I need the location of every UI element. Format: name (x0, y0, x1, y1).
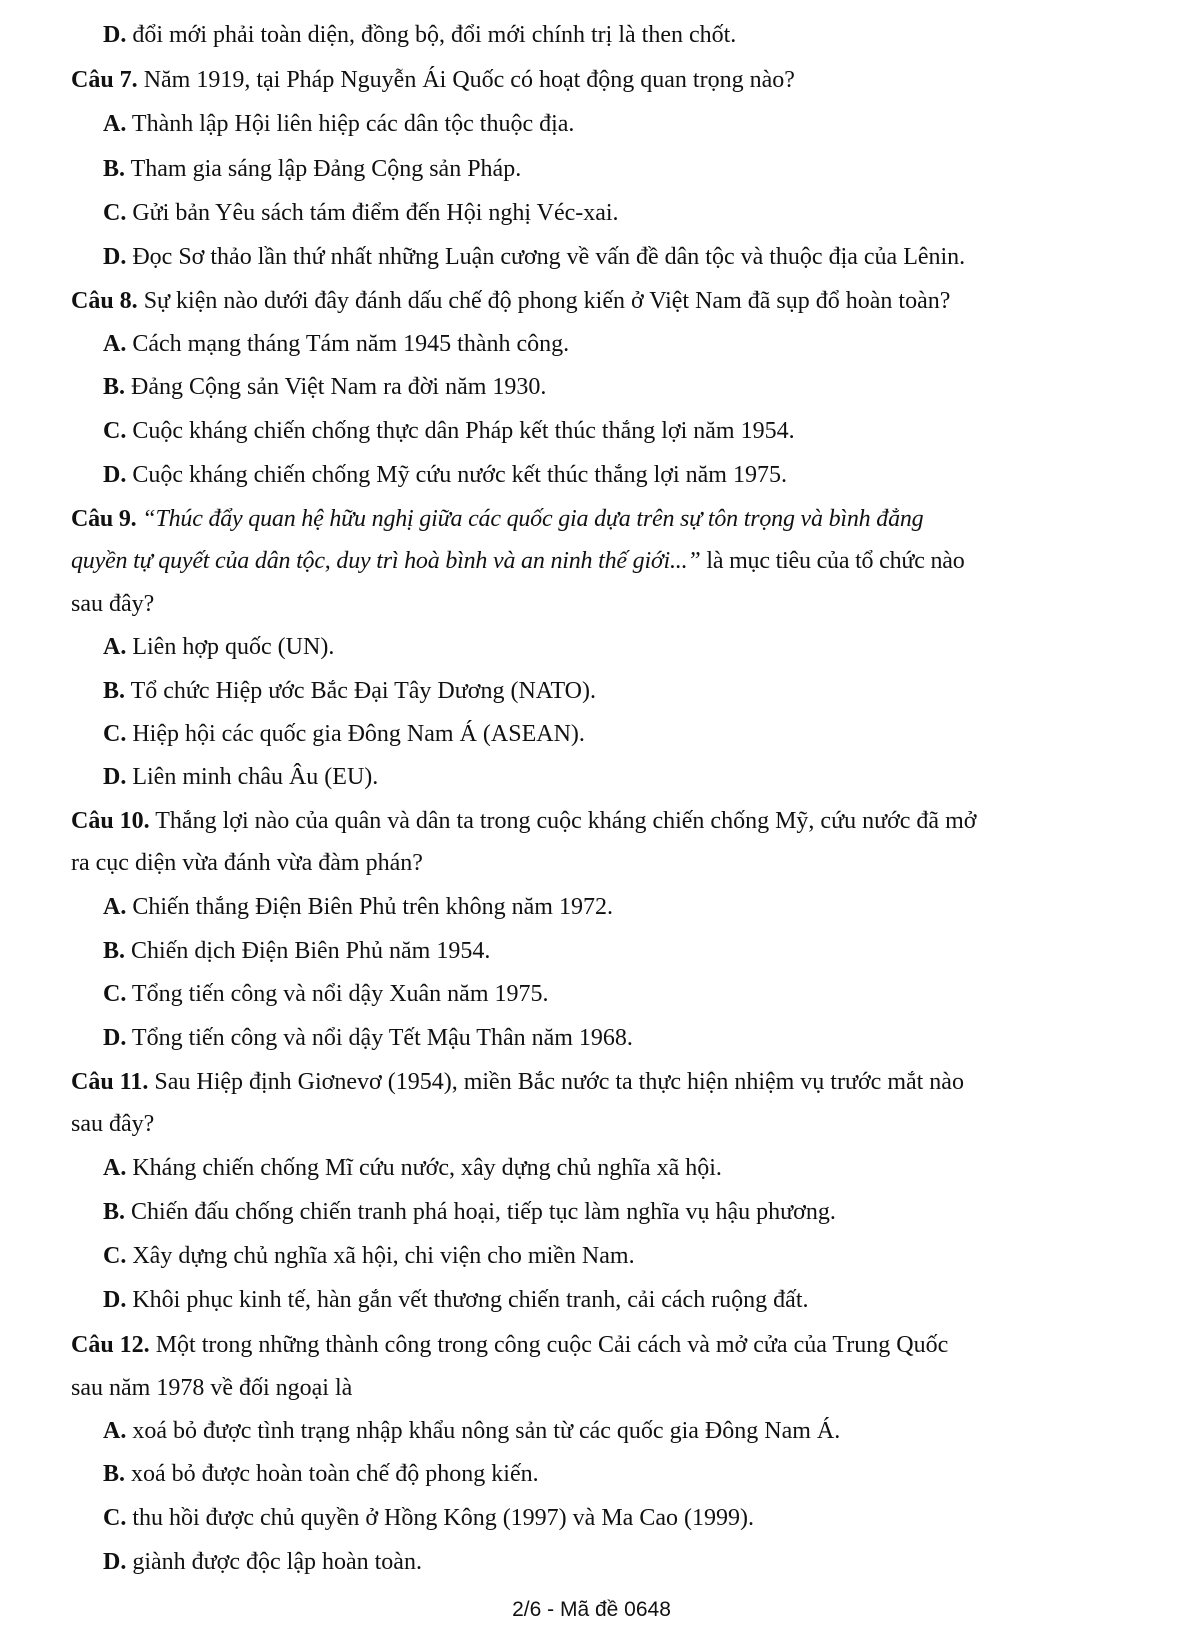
option-text: Tổng tiến công và nổi dậy Xuân năm 1975. (131, 981, 549, 1007)
option-text: xoá bỏ được hoàn toàn chế độ phong kiến. (131, 1461, 539, 1487)
question-9-option-a (103, 632, 334, 662)
option-text: Thành lập Hội liên hiệp các dân tộc thuộc địa. (131, 111, 575, 137)
question-text: Một trong những thành công trong công cuộc Cải cách và mở cửa của Trung Quốc (155, 1332, 949, 1358)
question-number: Câu 10. (71, 808, 150, 834)
option-text: Tổ chức Hiệp ước Bắc Đại Tây Dương (NATO). (130, 678, 596, 704)
question-8-stem (71, 286, 950, 316)
question-10-option-a (103, 892, 613, 922)
option-letter: D. (103, 1025, 127, 1051)
option-letter: D. (103, 22, 127, 48)
question-10-stem-line-1 (71, 806, 976, 836)
option-text: Xây dựng chủ nghĩa xã hội, chi viện cho miền Nam. (132, 1243, 635, 1269)
question-10-option-d (103, 1023, 633, 1053)
option-text: Chiến đấu chống chiến tranh phá hoại, tiếp tục làm nghĩa vụ hậu phương. (131, 1199, 836, 1225)
question-text: sau đây? (71, 1111, 155, 1137)
option-text: Cuộc kháng chiến chống Mỹ cứu nước kết thúc thắng lợi năm 1975. (132, 462, 787, 488)
question-9-stem-line-3 (71, 589, 154, 619)
question-quote: “Thúc đẩy quan hệ hữu nghị giữa các quốc gia dựa trên sự tôn trọng và bình đẳng (142, 506, 924, 532)
question-11-stem-line-2 (71, 1109, 154, 1139)
option-d-previous (103, 20, 736, 50)
question-text: sau năm 1978 về đối ngoại là (71, 1375, 353, 1401)
question-10-option-c (103, 979, 549, 1009)
question-7-option-b (103, 154, 521, 184)
question-8-option-b (103, 372, 546, 402)
question-text: sau đây? (71, 591, 155, 617)
question-9-option-d (103, 762, 378, 792)
question-7-option-c (103, 198, 619, 228)
option-text: Hiệp hội các quốc gia Đông Nam Á (ASEAN). (132, 721, 585, 747)
question-7-stem (71, 65, 795, 95)
question-text: ra cục diện vừa đánh vừa đàm phán? (71, 850, 423, 876)
question-11-stem-line-1 (71, 1067, 964, 1097)
question-9-stem-line-2 (71, 546, 965, 576)
question-12-option-b (103, 1459, 539, 1489)
question-9-stem-line-1 (71, 504, 923, 534)
question-12-option-d (103, 1547, 422, 1577)
page-footer: 2/6 - Mã đề 0648 (512, 1598, 671, 1621)
option-text: thu hồi được chủ quyền ở Hồng Kông (1997) và Ma Cao (1999). (132, 1505, 754, 1531)
option-letter: B. (103, 938, 126, 964)
option-text: đổi mới phải toàn diện, đồng bộ, đổi mới chính trị là then chốt. (132, 22, 737, 48)
option-letter: C. (103, 981, 127, 1007)
question-10-option-b (103, 936, 490, 966)
option-text: Tham gia sáng lập Đảng Cộng sản Pháp. (130, 156, 522, 182)
option-text: xoá bỏ được tình trạng nhập khẩu nông sản từ các quốc gia Đông Nam Á. (132, 1418, 841, 1444)
question-text: Sau Hiệp định Giơnevơ (1954), miền Bắc nước ta thực hiện nhiệm vụ trước mắt nào (154, 1069, 964, 1095)
question-text: là mục tiêu của tổ chức nào (700, 548, 965, 574)
question-9-option-c (103, 719, 585, 749)
question-10-stem-line-2 (71, 848, 423, 878)
question-12-stem-line-1 (71, 1330, 948, 1360)
option-letter: A. (103, 1418, 127, 1444)
question-text: Năm 1919, tại Pháp Nguyễn Ái Quốc có hoạt động quan trọng nào? (143, 67, 795, 93)
option-letter: A. (103, 1155, 127, 1181)
option-text: Cuộc kháng chiến chống thực dân Pháp kết thúc thắng lợi năm 1954. (132, 418, 795, 444)
question-8-option-d (103, 460, 787, 490)
question-9-option-b (103, 676, 596, 706)
question-8-option-c (103, 416, 795, 446)
option-letter: B. (103, 1199, 126, 1225)
option-letter: A. (103, 111, 127, 137)
question-11-option-c (103, 1241, 635, 1271)
question-8-option-a (103, 329, 569, 359)
question-11-option-b (103, 1197, 836, 1227)
option-letter: B. (103, 678, 126, 704)
option-letter: B. (103, 156, 126, 182)
option-text: Liên minh châu Âu (EU). (132, 764, 379, 790)
option-letter: A. (103, 634, 127, 660)
question-number: Câu 7. (71, 67, 138, 93)
option-letter: D. (103, 462, 127, 488)
option-letter: A. (103, 331, 127, 357)
option-text: Tổng tiến công và nổi dậy Tết Mậu Thân năm 1968. (131, 1025, 633, 1051)
question-number: Câu 9. (71, 506, 137, 532)
option-text: Đảng Cộng sản Việt Nam ra đời năm 1930. (131, 374, 547, 400)
option-letter: A. (103, 894, 127, 920)
question-number: Câu 12. (71, 1332, 150, 1358)
option-text: Khôi phục kinh tế, hàn gắn vết thương chiến tranh, cải cách ruộng đất. (132, 1287, 809, 1313)
question-number: Câu 11. (71, 1069, 149, 1095)
question-12-option-a (103, 1416, 840, 1446)
option-letter: C. (103, 418, 127, 444)
option-text: Gửi bản Yêu sách tám điểm đến Hội nghị Véc-xai. (132, 200, 619, 226)
question-11-option-a (103, 1153, 722, 1183)
question-7-option-a (103, 109, 574, 139)
option-letter: D. (103, 764, 127, 790)
option-letter: D. (103, 1287, 127, 1313)
option-text: Kháng chiến chống Mĩ cứu nước, xây dựng chủ nghĩa xã hội. (132, 1155, 722, 1181)
question-7-option-d (103, 242, 965, 272)
option-text: Liên hợp quốc (UN). (132, 634, 335, 660)
question-12-stem-line-2 (71, 1373, 352, 1403)
option-text: giành được độc lập hoàn toàn. (132, 1549, 422, 1575)
option-text: Chiến thắng Điện Biên Phủ trên không năm 1972. (132, 894, 613, 920)
question-12-option-c (103, 1503, 754, 1533)
option-letter: B. (103, 1461, 126, 1487)
option-letter: C. (103, 721, 127, 747)
question-text: Thắng lợi nào của quân và dân ta trong cuộc kháng chiến chống Mỹ, cứu nước đã mở (155, 808, 977, 834)
option-letter: D. (103, 1549, 127, 1575)
question-11-option-d (103, 1285, 809, 1315)
question-number: Câu 8. (71, 288, 138, 314)
option-letter: D. (103, 244, 127, 270)
question-text: Sự kiện nào dưới đây đánh dấu chế độ phong kiến ở Việt Nam đã sụp đổ hoàn toàn? (143, 288, 951, 314)
option-letter: B. (103, 374, 126, 400)
question-quote: quyền tự quyết của dân tộc, duy trì hoà bình và an ninh thế giới...” (71, 548, 701, 574)
option-text: Chiến dịch Điện Biên Phủ năm 1954. (131, 938, 491, 964)
option-text: Cách mạng tháng Tám năm 1945 thành công. (132, 331, 570, 357)
option-letter: C. (103, 200, 127, 226)
option-text: Đọc Sơ thảo lần thứ nhất những Luận cương về vấn đề dân tộc và thuộc địa của Lênin. (132, 244, 966, 270)
option-letter: C. (103, 1505, 127, 1531)
option-letter: C. (103, 1243, 127, 1269)
